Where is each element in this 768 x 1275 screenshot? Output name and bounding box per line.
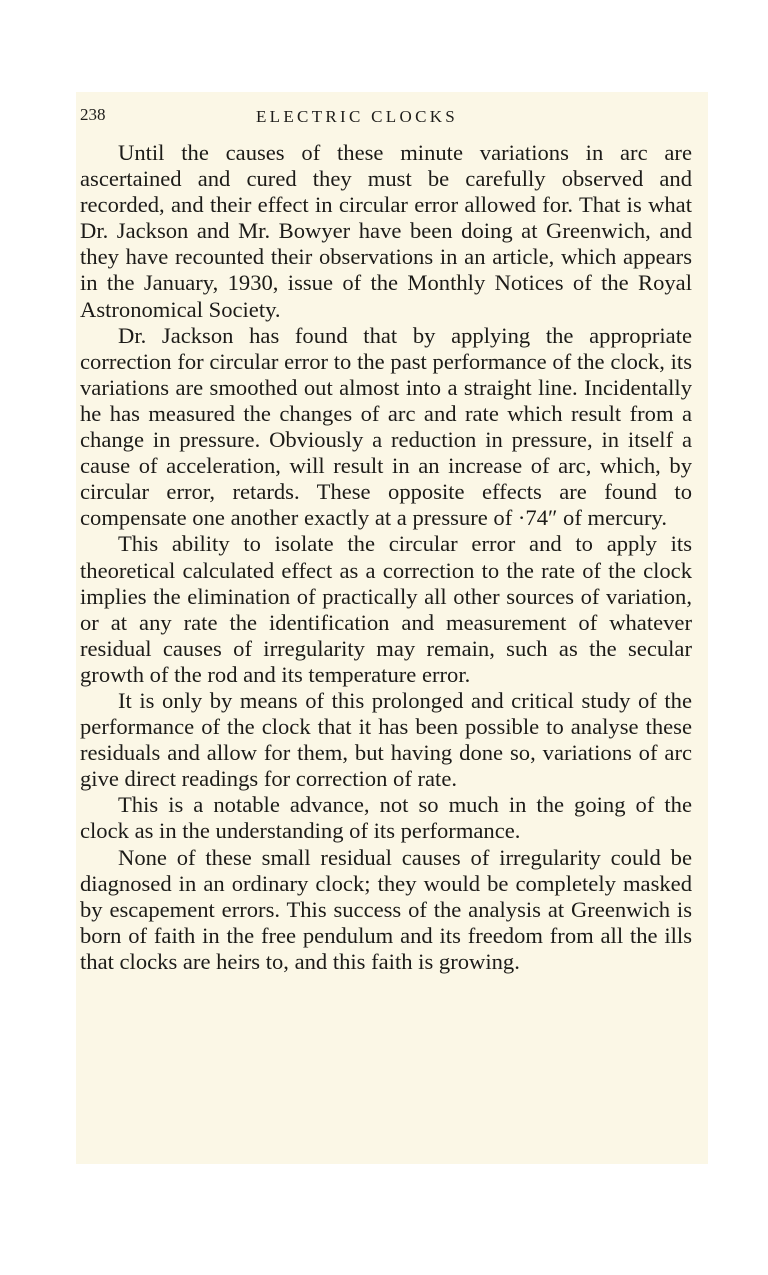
paragraph: It is only by means of this prolonged and critical study of the performance of the clock that it has been possible to analyse these residuals and allow for them, but having done so, variations of arc give direct readings for correction of rate.	[80, 687, 692, 792]
running-header	[80, 103, 700, 133]
paragraph: None of these small residual causes of irregularity could be diagnosed in an ordinary clock; they would be completely masked by escapement errors. This success of the analysis at Greenwich is born of faith in the free pendulum and its freedom from all the ills that clocks are heirs to, and this faith is growing.	[80, 844, 692, 974]
page-number: 238	[80, 105, 106, 124]
paragraph: This ability to isolate the circular error and to apply its theoretical calculated effect as a correction to the rate of the clock implies the elimination of practically all other sources of variation, or at any rate the identification and measurement of whatever residual causes of irregularity may remain, such as the secular growth of the rod and its temperature error.	[80, 531, 692, 687]
paragraph: This is a notable advance, not so much in the going of the clock as in the understanding of its performance.	[80, 792, 692, 844]
running-title: ELECTRIC CLOCKS	[256, 107, 459, 126]
paragraph: Dr. Jackson has found that by applying the appropriate correction for circular error to the past performance of the clock, its variations are smoothed out almost into a straight line. Incidentally he has measured the changes of arc and rate which result from a change in pressure. Obviously a reduction in pressure, in itself a cause of acceleration, will result in an increase of arc, which, by circular error, retards. These opposite effects are found to compensate one another exactly at a pressure of ·74″ of mercury.	[80, 322, 692, 531]
body-text	[80, 140, 692, 975]
paragraph: Until the causes of these minute variations in arc are ascertained and cured they must be carefully observed and recorded, and their effect in circular error allowed for. That is what Dr. Jackson and Mr. Bowyer have been doing at Greenwich, and they have recounted their observations in an article, which appears in the January, 1930, issue of the Monthly Notices of the Royal Astronomical Society.	[80, 140, 692, 322]
